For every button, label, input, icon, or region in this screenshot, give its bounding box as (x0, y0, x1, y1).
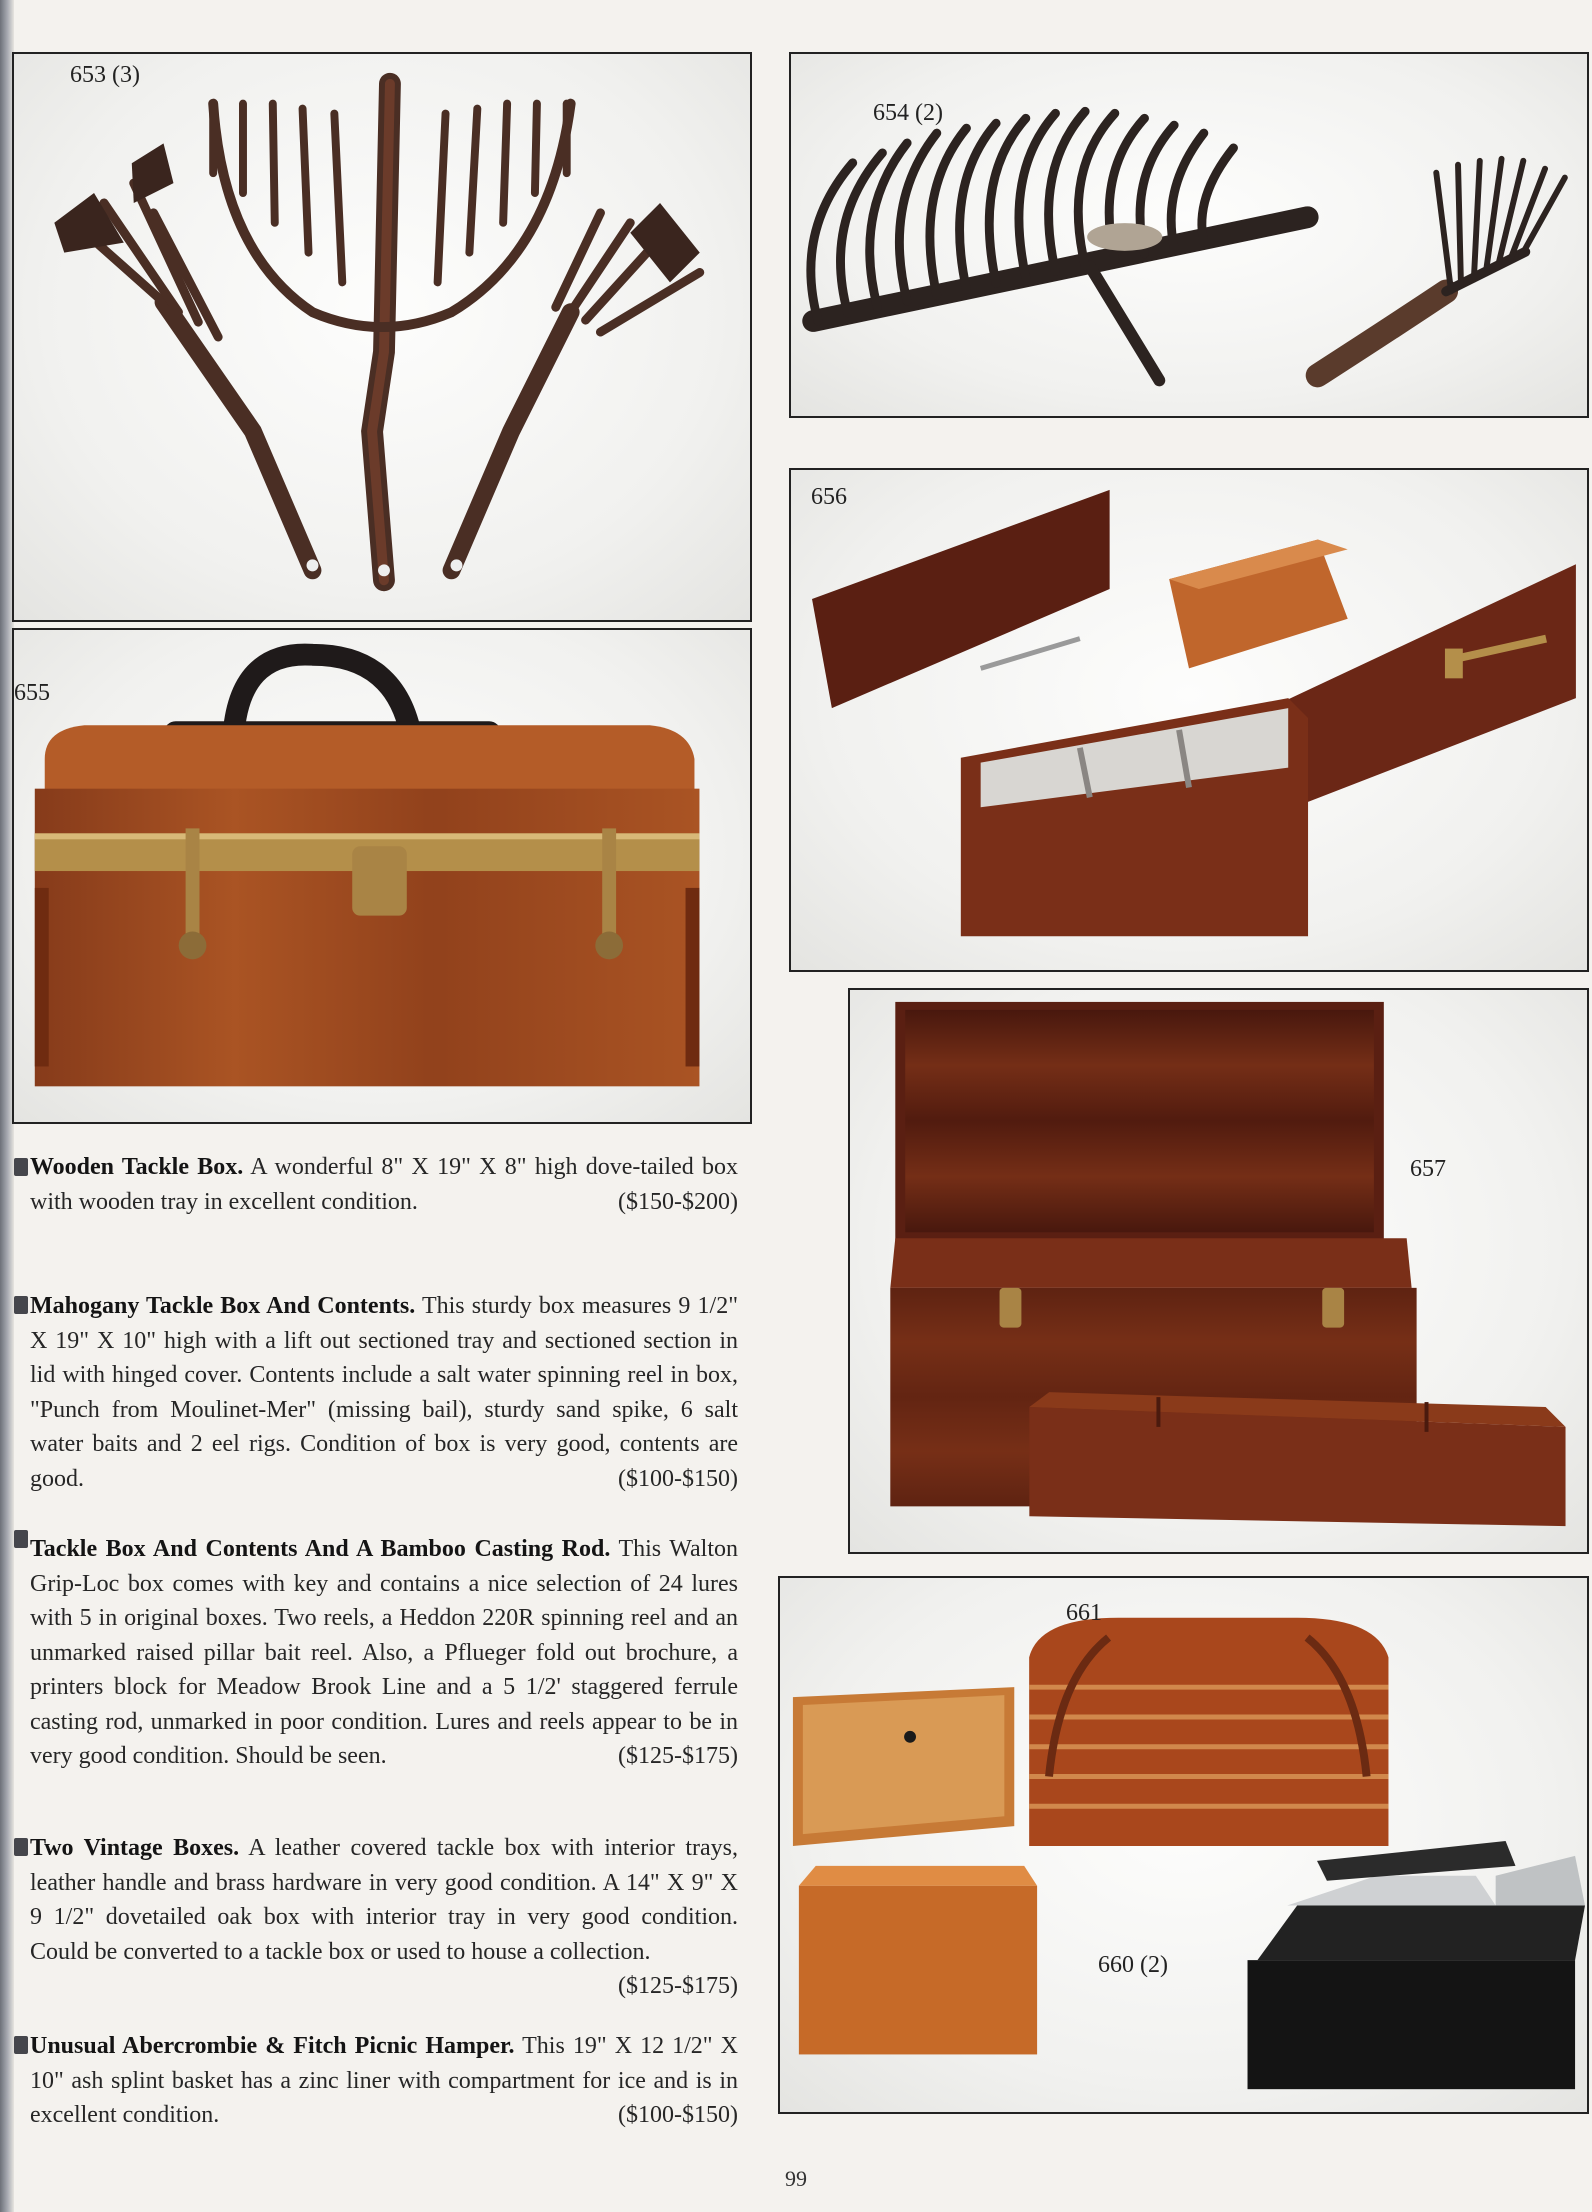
lot-label-657: 657 (1410, 1156, 1446, 1182)
gutter-mark (14, 2036, 28, 2054)
lot-title: Mahogany Tackle Box And Contents. (30, 1293, 416, 1319)
photo-lot-657 (848, 988, 1589, 1554)
lot-body: A leather covered tackle box with interior trays, leather handle and brass hardware in very good condition. A 14" X 9" X 9 1/2" dovetailed oak box with interior tray in very good condition. Could be converted to a tackle box or used to house a collection. (30, 1835, 739, 1965)
wooden-tackle-box-illustration (14, 630, 750, 1122)
lot-description (30, 2029, 738, 2133)
lot-label-653: 653 (3) (70, 62, 140, 88)
lot-label-654: 654 (2) (873, 100, 943, 126)
gutter-mark (14, 1296, 28, 1314)
lot-body: A wonderful 8" X 19" X 8" high dove-tailed box with wooden tray in excellent condition. (30, 1154, 738, 1215)
lot-description (30, 1532, 738, 1774)
lot-description (30, 1150, 738, 1219)
lot-label-655: 655 (14, 680, 50, 706)
photo-lot-655 (12, 628, 752, 1124)
lot-price: ($100-$150) (618, 2102, 738, 2128)
photo-lots-660-661 (778, 1576, 1589, 2114)
lot-price: ($100-$150) (618, 1465, 738, 1492)
photo-lot-653 (12, 52, 752, 622)
lot-label-660: 660 (2) (1098, 1952, 1168, 1978)
hamper-and-boxes-illustration (780, 1578, 1587, 2112)
gutter-mark (14, 1838, 28, 1856)
lot-label-656: 656 (811, 484, 847, 510)
lot-title: Tackle Box And Contents And A Bamboo Casting Rod. (30, 1536, 611, 1562)
lot-price: ($125-$175) (618, 1743, 738, 1769)
lot-title: Two Vintage Boxes. (30, 1835, 240, 1861)
lot-description (30, 1289, 738, 1496)
gutter-mark (14, 1158, 28, 1176)
lot-price: ($150-$200) (618, 1188, 738, 1215)
open-tackle-box-with-tray-illustration (850, 990, 1587, 1552)
page-number: 99 (785, 2166, 807, 2191)
lot-body: This sturdy box measures 9 1/2" X 19" X 10" high with a lift out sectioned tray and sectioned section in lid with hinged cover. Contents include a salt water spinning reel in box, "Punch from Moulinet-Mer" (missing bail), sturdy sand spike, 6 salt water baits and 2 eel rigs. Condition of box is very good, contents are good. (30, 1293, 738, 1492)
photo-lot-656 (789, 468, 1589, 972)
lot-body: This 19" X 12 1/2" X 10" ash splint basket has a zinc liner with compartment for ice and is in excellent condition. (30, 2033, 738, 2128)
eel-spears-illustration (14, 54, 750, 620)
lot-title: Unusual Abercrombie & Fitch Picnic Hamper. (30, 2033, 515, 2059)
lot-description (30, 1831, 738, 2004)
lot-body: This Walton Grip-Loc box comes with key and contains a nice selection of 24 lures with 5 in original boxes. Two reels, a Heddon 220R spinning reel and an unmarked raised pillar bait reel. Also, a Pflueger fold out brochure, a printers block for Meadow Brook Line and a 5 1/2' staggered ferrule casting rod, unmarked in poor condition. Lures and reels appear to be in very good condition. Should be seen. (30, 1536, 738, 1769)
lot-title: Wooden Tackle Box. (30, 1154, 244, 1180)
mahogany-tackle-box-illustration (791, 470, 1587, 970)
gutter-mark (14, 1530, 28, 1548)
lot-price: ($125-$175) (618, 1973, 738, 1999)
lot-label-661: 661 (1066, 1600, 1102, 1626)
photo-lot-654 (789, 52, 1589, 418)
